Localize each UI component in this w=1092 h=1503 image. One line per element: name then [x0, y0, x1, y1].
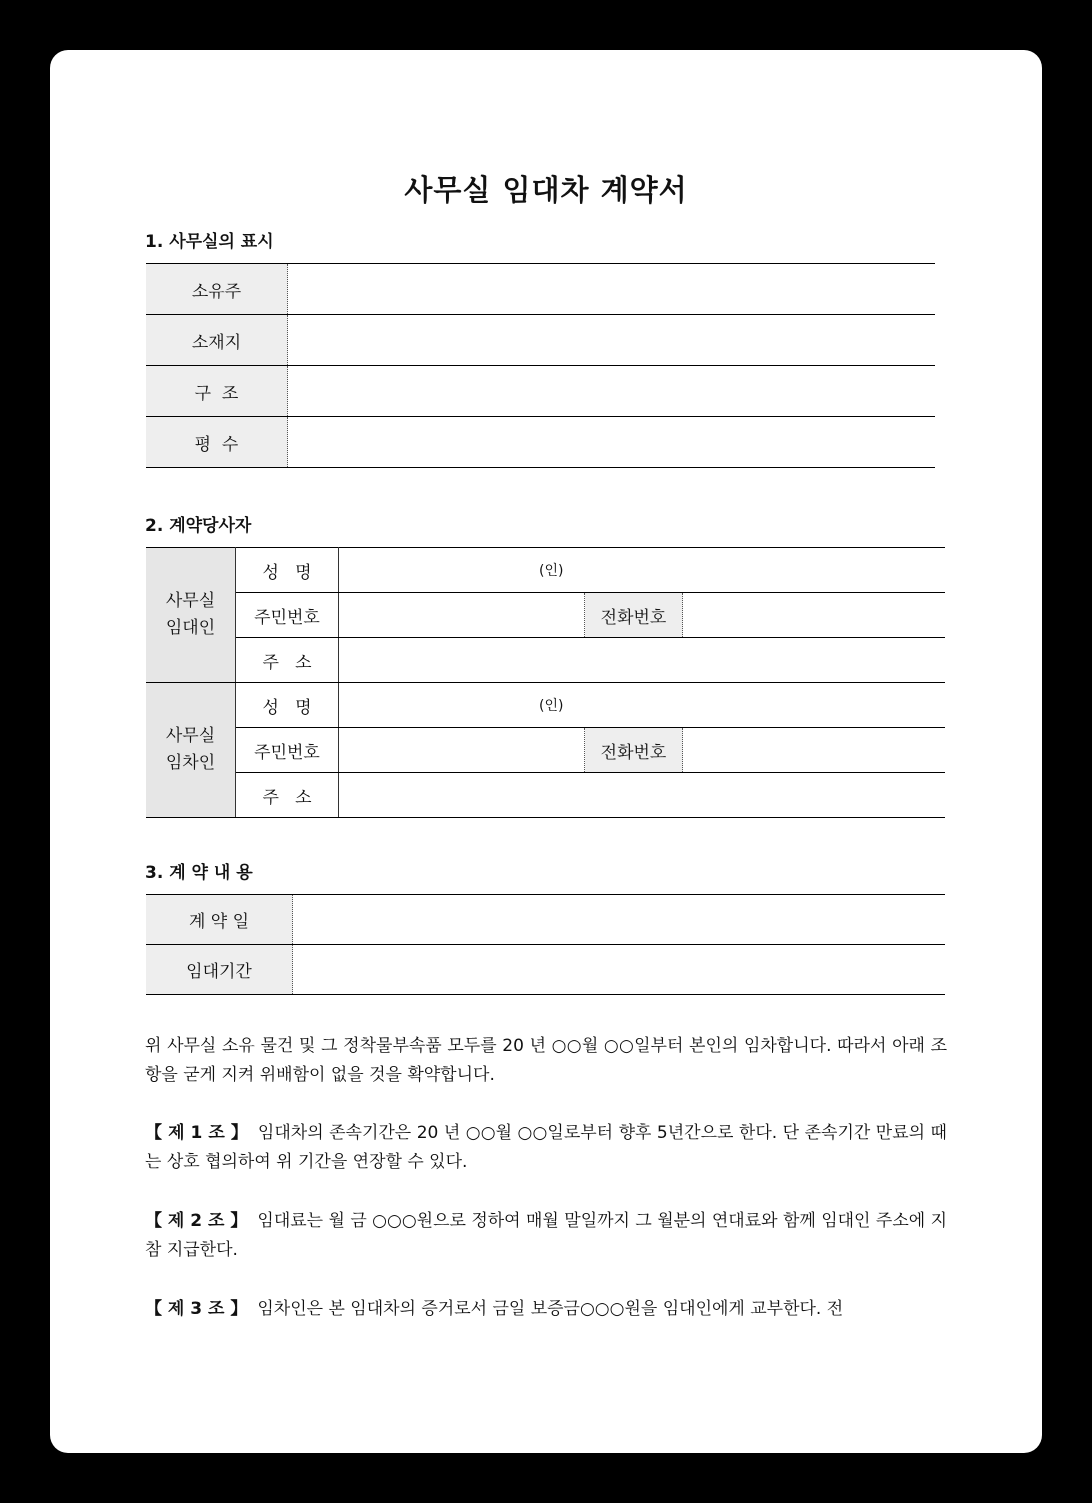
lessee-name-label: 성 명 — [236, 683, 339, 728]
lessee-phone-field[interactable] — [683, 728, 946, 773]
table-row — [146, 593, 945, 638]
article-3 — [145, 1295, 947, 1324]
contract-page — [50, 50, 1042, 1453]
table-row — [146, 417, 935, 468]
area-field[interactable] — [288, 417, 936, 468]
article-1-text: 임대차의 존속기간은 20 년 ○○월 ○○일로부터 향후 5년간으로 한다. 단 존속기간 만료의 때는 상호 협의하여 위 기간을 연장할 수 있다. — [145, 1123, 947, 1172]
area-label: 평 수 — [146, 417, 288, 468]
article-3-label: 【 제 3 조 】 — [145, 1299, 248, 1319]
lessee-address-label: 주 소 — [236, 773, 339, 818]
intro-paragraph: 위 사무실 소유 물건 및 그 정착물부속품 모두를 20 년 ○○월 ○○일부터 본인의 임차합니다. 따라서 아래 조항을 굳게 지켜 위배함이 없을 것을 확약합니다. — [145, 1036, 947, 1085]
location-label: 소재지 — [146, 315, 288, 366]
lessee-id-label: 주민번호 — [236, 728, 339, 773]
lessor-address-field[interactable] — [339, 638, 946, 683]
contract-terms-table — [146, 894, 945, 995]
owner-label: 소유주 — [146, 264, 288, 315]
lessee-name-field[interactable] — [339, 683, 946, 728]
lessor-id-label: 주민번호 — [236, 593, 339, 638]
article-3-text: 임차인은 본 임대차의 증거로서 금일 보증금○○○원을 임대인에게 교부한다. 전 — [257, 1299, 844, 1319]
lessor-name-field[interactable] — [339, 548, 946, 593]
seal-mark: (인) — [539, 698, 564, 714]
lessee-phone-label: 전화번호 — [585, 728, 683, 773]
owner-field[interactable] — [288, 264, 936, 315]
lease-period-label: 임대기간 — [146, 945, 293, 995]
lessor-id-field[interactable] — [339, 593, 585, 638]
section3-heading: 3. 계 약 내 용 — [145, 863, 253, 883]
article-1-label: 【 제 1 조 】 — [145, 1123, 248, 1143]
lease-period-field[interactable] — [293, 945, 946, 995]
lessee-group-label: 사무실 임차인 — [146, 683, 236, 818]
section2-heading: 2. 계약당사자 — [145, 516, 252, 536]
article-2-text: 임대료는 월 금 ○○○원으로 정하여 매월 말일까지 그 월분의 연대료와 함께 임대인 주소에 지참 지급한다. — [145, 1211, 947, 1260]
table-row — [146, 548, 945, 593]
table-row — [146, 315, 935, 366]
lessee-address-field[interactable] — [339, 773, 946, 818]
table-row — [146, 728, 945, 773]
location-field[interactable] — [288, 315, 936, 366]
table-row — [146, 638, 945, 683]
table-row — [146, 773, 945, 818]
structure-field[interactable] — [288, 366, 936, 417]
table-row — [146, 683, 945, 728]
table-row — [146, 895, 945, 945]
contract-date-field[interactable] — [293, 895, 946, 945]
lessor-phone-label: 전화번호 — [585, 593, 683, 638]
office-info-table — [146, 263, 935, 468]
article-2-label: 【 제 2 조 】 — [145, 1211, 248, 1231]
lessee-id-field[interactable] — [339, 728, 585, 773]
table-row — [146, 264, 935, 315]
table-row — [146, 945, 945, 995]
parties-table — [146, 547, 945, 818]
contract-date-label: 계 약 일 — [146, 895, 293, 945]
article-1 — [145, 1119, 947, 1177]
article-2 — [145, 1207, 947, 1265]
lessor-phone-field[interactable] — [683, 593, 946, 638]
seal-mark: (인) — [539, 563, 564, 579]
section1-heading: 1. 사무실의 표시 — [145, 232, 274, 252]
lessor-address-label: 주 소 — [236, 638, 339, 683]
table-row — [146, 366, 935, 417]
structure-label: 구 조 — [146, 366, 288, 417]
lessor-name-label: 성 명 — [236, 548, 339, 593]
lessor-group-label: 사무실 임대인 — [146, 548, 236, 683]
document-title: 사무실 임대차 계약서 — [404, 173, 688, 207]
